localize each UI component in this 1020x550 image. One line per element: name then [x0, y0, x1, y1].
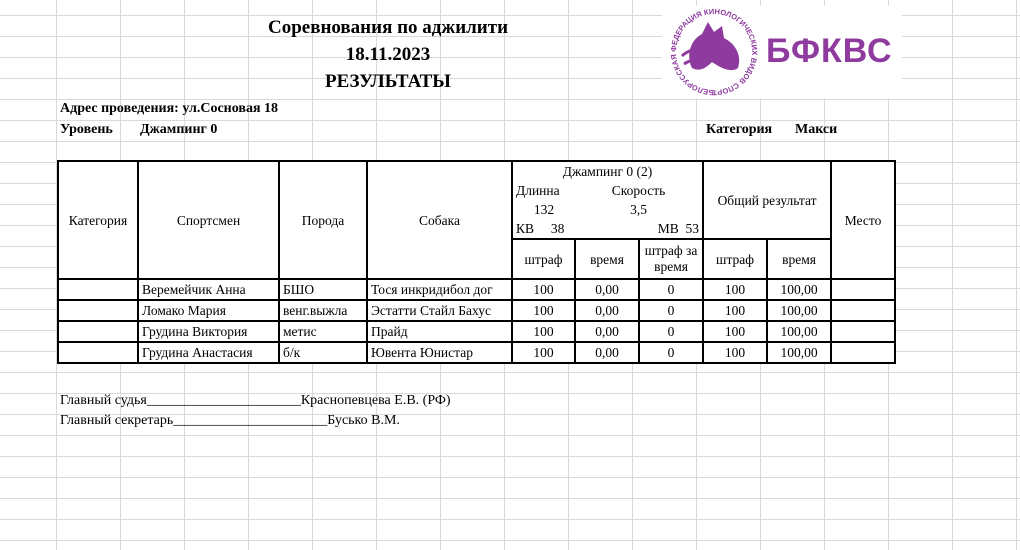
kv-label: КВ [516, 221, 535, 236]
cell-dog: Ювента Юнистар [367, 342, 512, 363]
chief-secretary-line [60, 413, 400, 429]
cell-total-penalty: 100 [703, 279, 767, 300]
cell-time: 0,00 [575, 279, 639, 300]
cell-time-penalty: 0 [639, 342, 703, 363]
cell-place [831, 342, 895, 363]
results-table [57, 160, 896, 364]
cell-breed: БШО [279, 279, 367, 300]
chief-judge-line [60, 393, 451, 409]
col-header-athlete: Спортсмен [138, 161, 279, 279]
cell-penalty: 100 [512, 342, 575, 363]
cell-time: 0,00 [575, 342, 639, 363]
col-header-breed: Порода [279, 161, 367, 279]
title-line-1: Соревнования по аджилити [267, 17, 509, 38]
sub-header-total-time: время [767, 239, 831, 279]
chief-judge-signature-line: ______________________ [146, 393, 301, 408]
level-label: Уровень [60, 122, 113, 137]
logo-brand-text: БФКВС [766, 32, 893, 70]
table-row [58, 300, 895, 321]
sub-header-time: время [575, 239, 639, 279]
cell-dog: Эстатти Стайл Бахус [367, 300, 512, 321]
cell-total-time: 100,00 [767, 342, 831, 363]
speed-label: Скорость [575, 181, 703, 200]
cell-place [831, 300, 895, 321]
cell-penalty: 100 [512, 321, 575, 342]
category-label: Категория [706, 122, 773, 137]
cell-category [58, 321, 138, 342]
speed-value: 3,5 [575, 200, 703, 219]
kv-cell [512, 219, 575, 239]
cell-total-penalty: 100 [703, 342, 767, 363]
logo-ring-text: БЕЛОРУССКАЯ ФЕДЕРАЦИЯ КИНОЛОГИЧЕСКИХ ВИДОВ СПОРТ [668, 6, 760, 98]
cell-athlete: Ломако Мария [138, 300, 279, 321]
category-value: Макси [795, 122, 838, 137]
table-row [58, 321, 895, 342]
mv-label: МВ [657, 221, 679, 236]
address: Адрес проведения: ул.Сосновая 18 [60, 101, 279, 116]
cell-breed: метис [279, 321, 367, 342]
kv-value: 38 [550, 221, 565, 236]
cell-category [58, 342, 138, 363]
chief-secretary-signature-line: ______________________ [173, 413, 328, 428]
cell-total-time: 100,00 [767, 300, 831, 321]
table-row [58, 342, 895, 363]
title-date: 18.11.2023 [345, 44, 431, 65]
col-header-category: Категория [58, 161, 138, 279]
cell-penalty: 100 [512, 300, 575, 321]
cell-penalty: 100 [512, 279, 575, 300]
cell-total-time: 100,00 [767, 321, 831, 342]
col-header-place: Место [831, 161, 895, 279]
cell-dog: Прайд [367, 321, 512, 342]
cell-time-penalty: 0 [639, 321, 703, 342]
cell-dog: Тося инкридибол дог [367, 279, 512, 300]
cell-athlete: Грудина Виктория [138, 321, 279, 342]
cell-athlete: Веремейчик Анна [138, 279, 279, 300]
chief-judge-label: Главный судья [60, 393, 147, 408]
chief-judge-name: Краснопевцева Е.В. (РФ) [300, 393, 451, 408]
cell-breed: б/к [279, 342, 367, 363]
cell-time-penalty: 0 [639, 300, 703, 321]
level-value: Джампинг 0 [140, 122, 218, 137]
cell-category [58, 279, 138, 300]
cell-total-time: 100,00 [767, 279, 831, 300]
cell-total-penalty: 100 [703, 300, 767, 321]
table-row [58, 279, 895, 300]
cell-time-penalty: 0 [639, 279, 703, 300]
sub-header-time-penalty: штраф за время [639, 239, 703, 279]
mv-cell [639, 219, 703, 239]
sub-header-total-penalty: штраф [703, 239, 767, 279]
chief-secretary-label: Главный секретарь [60, 413, 174, 428]
col-header-dog: Собака [367, 161, 512, 279]
cell-breed: венг.выжла [279, 300, 367, 321]
col-header-total: Общий результат [703, 161, 831, 239]
length-value: 132 [512, 200, 575, 219]
logo-emblem [662, 6, 766, 98]
sub-header-penalty: штраф [512, 239, 575, 279]
cell-place [831, 279, 895, 300]
cell-athlete: Грудина Анастасия [138, 342, 279, 363]
mv-value: 53 [685, 221, 700, 236]
length-label: Длинна [512, 181, 575, 200]
cell-time: 0,00 [575, 321, 639, 342]
run-title: Джампинг 0 (2) [512, 161, 703, 181]
bfkvs-logo [662, 6, 902, 98]
cell-time: 0,00 [575, 300, 639, 321]
cell-total-penalty: 100 [703, 321, 767, 342]
title-results: РЕЗУЛЬТАТЫ [325, 71, 451, 92]
chief-secretary-name: Бусько В.М. [327, 413, 400, 428]
cell-category [58, 300, 138, 321]
cell-place [831, 321, 895, 342]
